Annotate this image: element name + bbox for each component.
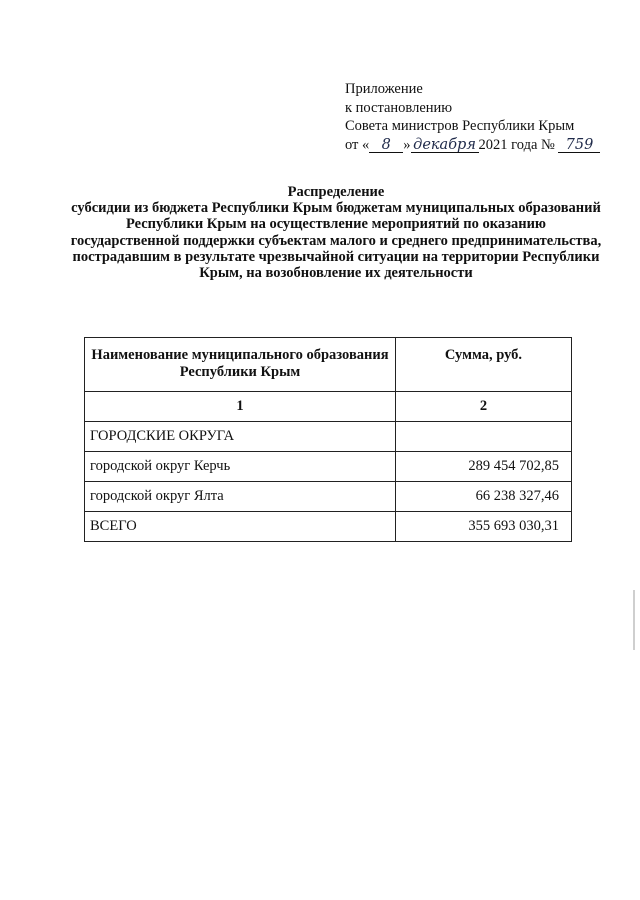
appendix-label: Приложение	[345, 81, 423, 97]
column-number-1: 1	[85, 392, 396, 422]
row-amount	[396, 422, 572, 452]
title-body: субсидии из бюджета Республики Крым бюджетам муниципальных образований Республики Крым на осуществление мероприятий по оказанию государственной поддержки субъектам малого и среднего предпринимательства, пострадавшим в результате чрезвычайной ситуации на территории Республики Крым, на возобновление их деятельности	[70, 200, 602, 282]
date-prefix: от «	[345, 136, 370, 153]
row-name: городской округ Ялта	[85, 482, 396, 512]
date-year: 2021 года №	[478, 136, 555, 153]
header-municipality: Наименование муниципального образования Республики Крым	[85, 338, 396, 392]
row-amount: 289 454 702,85	[396, 452, 572, 482]
appendix-resolution-ref: к постановлению	[345, 99, 453, 116]
row-name: ГОРОДСКИЕ ОКРУГА	[85, 422, 396, 452]
distribution-table	[84, 337, 572, 542]
document-title	[70, 184, 602, 281]
resolution-number: 759	[558, 138, 600, 153]
column-number-row	[85, 392, 572, 422]
scan-edge-mark	[633, 590, 635, 650]
appendix-date-line	[345, 136, 625, 155]
header-amount: Сумма, руб.	[396, 338, 572, 392]
column-number-2: 2	[396, 392, 572, 422]
appendix-council: Совета министров Республики Крым	[345, 118, 575, 134]
table-row	[85, 452, 572, 482]
date-quote-close: »	[403, 136, 411, 153]
appendix-header	[345, 80, 625, 154]
date-day: 8	[369, 138, 403, 153]
row-name: ВСЕГО	[85, 512, 396, 542]
table-header-row	[85, 338, 572, 392]
title-heading: Распределение	[287, 184, 385, 200]
row-amount: 355 693 030,31	[396, 512, 572, 542]
row-name: городской округ Керчь	[85, 452, 396, 482]
table-row	[85, 422, 572, 452]
table-row	[85, 482, 572, 512]
table-row-total	[85, 512, 572, 542]
date-month: декабря	[411, 138, 479, 153]
row-amount: 66 238 327,46	[396, 482, 572, 512]
